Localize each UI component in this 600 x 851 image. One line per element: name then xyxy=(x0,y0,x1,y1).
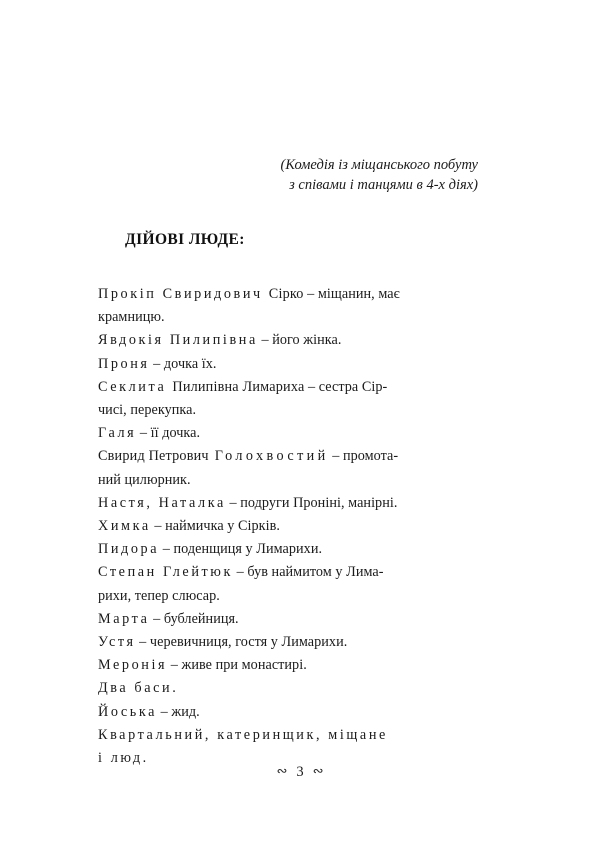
cast-entry xyxy=(98,677,473,700)
character-description-continued: крамницю. xyxy=(98,309,165,326)
cast-entry xyxy=(98,329,473,352)
cast-entry xyxy=(98,353,473,376)
character-name: Йоська xyxy=(98,703,158,720)
character-name: Галя xyxy=(98,425,137,442)
character-description: – поденщиця у Лимарихи. xyxy=(159,541,323,558)
play-subtitle xyxy=(120,155,478,195)
cast-entry xyxy=(98,701,473,724)
character-name: Устя xyxy=(98,634,136,651)
character-name-secondary: Свирид Петрович xyxy=(98,448,209,465)
cast-entry xyxy=(98,422,473,445)
character-name: Секлита xyxy=(98,378,167,395)
character-description-continued: рихи, тепер слюсар. xyxy=(98,587,220,604)
character-description: – жид. xyxy=(157,703,200,720)
cast-entry xyxy=(98,561,473,607)
character-description-continued: чисі, перекупка. xyxy=(98,402,197,419)
character-description: – його жінка. xyxy=(257,332,342,349)
character-description: – живе при монастирі. xyxy=(167,657,307,674)
character-description: – її дочка. xyxy=(136,425,201,442)
character-description: – бублейниця. xyxy=(149,610,239,627)
character-description: – подруги Проніні, манірні. xyxy=(225,494,398,511)
character-description: – наймичка у Сірків. xyxy=(150,518,280,535)
character-description-continued: і люд. xyxy=(98,750,149,767)
subtitle-line-1: (Комедія із міщанського побуту xyxy=(280,157,478,173)
subtitle-line-2: з співами і танцями в 4-х діях) xyxy=(289,177,478,193)
character-description: – промота- xyxy=(328,448,399,465)
character-name-secondary: Пилипівна Лимариха xyxy=(172,378,305,395)
ornament-left-icon: ∾ xyxy=(276,764,288,779)
character-name: Марта xyxy=(98,610,150,627)
character-description: – дочка їх. xyxy=(149,355,217,372)
character-description-continued: ний цилюрник. xyxy=(98,471,191,488)
character-name: Настя, Наталка xyxy=(98,494,226,511)
character-description: – сестра Сір- xyxy=(304,378,388,395)
ornament-right-icon: ∾ xyxy=(312,764,324,779)
character-name: Меронія xyxy=(98,657,168,674)
character-name: Проня xyxy=(98,355,150,372)
character-name: Прокіп Свиридович xyxy=(98,286,263,302)
cast-entry xyxy=(98,492,473,515)
cast-entry xyxy=(98,608,473,631)
cast-entry xyxy=(98,538,473,561)
page-folio xyxy=(0,764,600,781)
character-description: – міщанин, має xyxy=(303,286,400,302)
cast-list-heading: ДІЙОВІ ЛЮДЕ: xyxy=(125,231,245,248)
character-description: – черевичниця, гостя у Лимарихи. xyxy=(135,634,348,651)
character-name: Два баси. xyxy=(98,680,179,697)
page-number: 3 xyxy=(296,764,304,780)
cast-entry xyxy=(98,515,473,538)
character-description: – був наймитом у Лима- xyxy=(233,564,384,581)
cast-entry xyxy=(98,376,473,422)
cast-entry xyxy=(98,654,473,677)
character-name: Явдокія Пилипівна xyxy=(98,332,258,349)
character-name: Квартальний, катеринщик, міщане xyxy=(98,726,388,743)
character-name: Голохвостий xyxy=(214,448,329,465)
character-name: Степан Глейтюк xyxy=(98,564,233,581)
character-name: Пидора xyxy=(98,541,160,558)
cast-entry xyxy=(98,631,473,654)
cast-list xyxy=(98,283,473,770)
character-name: Химка xyxy=(98,518,151,535)
character-name-secondary: Сірко xyxy=(268,286,304,302)
cast-entry xyxy=(98,445,473,491)
cast-entry xyxy=(98,283,473,329)
